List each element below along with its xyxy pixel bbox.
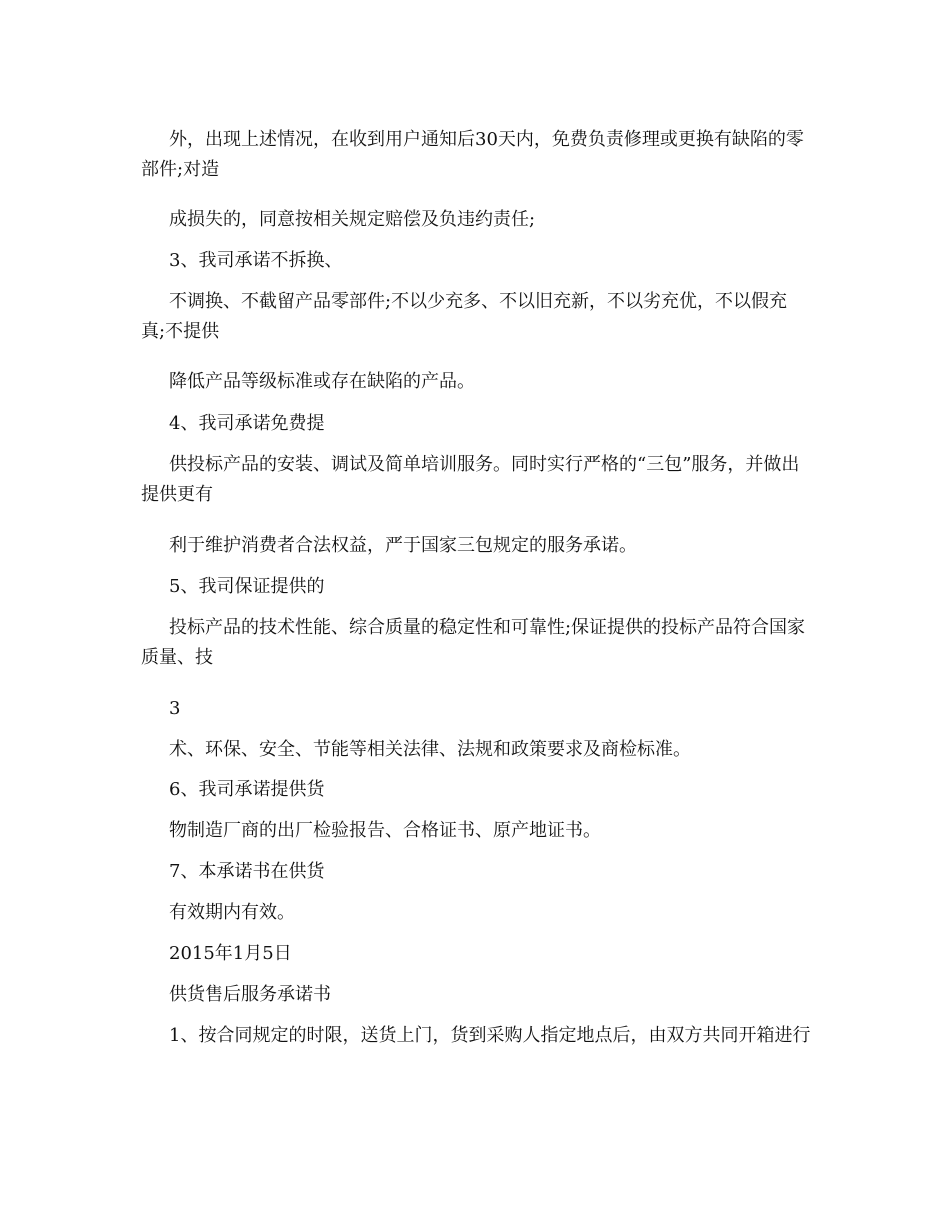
paragraph-14-text: 7、本承诺书在供货 [169,861,325,882]
paragraph-15-text: 有效期内有效。 [169,902,295,923]
paragraph-2-text: 成损失的，同意按相关规定赔偿及负违约责任; [169,209,536,230]
paragraph-13-text: 物制造厂商的出厂检验报告、合格证书、原产地证书。 [169,820,601,841]
paragraph-11 [141,735,811,765]
paragraph-3-text: 3、我司承诺不拆换、 [169,250,343,271]
paragraph-5 [141,367,811,397]
date-text: 2015年1月5日 [169,943,292,964]
paragraph-15 [141,898,811,928]
paragraph-9 [141,572,811,602]
date-line [141,939,811,969]
paragraph-7-text: 供投标产品的安装、调试及简单培训服务。同时实行严格的“三包”服务，并做出提供更有 [141,454,800,505]
section-title [141,980,811,1010]
paragraph-8 [141,531,811,561]
paragraph-12 [141,775,811,805]
paragraph-8-text: 利于维护消费者合法权益，严于国家三包规定的服务承诺。 [169,535,637,556]
paragraph-3 [141,246,811,276]
page-number [141,694,811,724]
paragraph-11-text: 术、环保、安全、节能等相关法律、法规和政策要求及商检标准。 [169,739,691,760]
paragraph-9-text: 5、我司保证提供的 [169,576,325,597]
paragraph-14 [141,857,811,887]
paragraph-4-text: 不调换、不截留产品零部件;不以少充多、不以旧充新，不以劣充优，不以假充真;不提供 [141,291,788,342]
paragraph-12-text: 6、我司承诺提供货 [169,779,325,800]
paragraph-5-text: 降低产品等级标准或存在缺陷的产品。 [169,371,475,392]
paragraph-10-text: 投标产品的技术性能、综合质量的稳定性和可靠性;保证提供的投标产品符合国家质量、技 [141,617,806,668]
section-title-text: 供货售后服务承诺书 [169,984,331,1005]
paragraph-13 [141,816,811,846]
paragraph-1-text: 外，出现上述情况，在收到用户通知后30天内，免费负责修理或更换有缺陷的零部件;对造 [141,129,804,180]
paragraph-1 [141,125,811,185]
paragraph-6-text: 4、我司承诺免费提 [169,413,325,434]
paragraph-6 [141,409,811,439]
paragraph-16 [141,1021,811,1051]
paragraph-7 [141,450,811,510]
paragraph-10 [141,613,811,673]
paragraph-4 [141,287,811,347]
paragraph-2 [141,205,811,235]
page-number-text: 3 [169,698,181,719]
paragraph-16-text: 1、按合同规定的时限，送货上门，货到采购人指定地点后，由双方共同开箱进行 [169,1025,811,1046]
